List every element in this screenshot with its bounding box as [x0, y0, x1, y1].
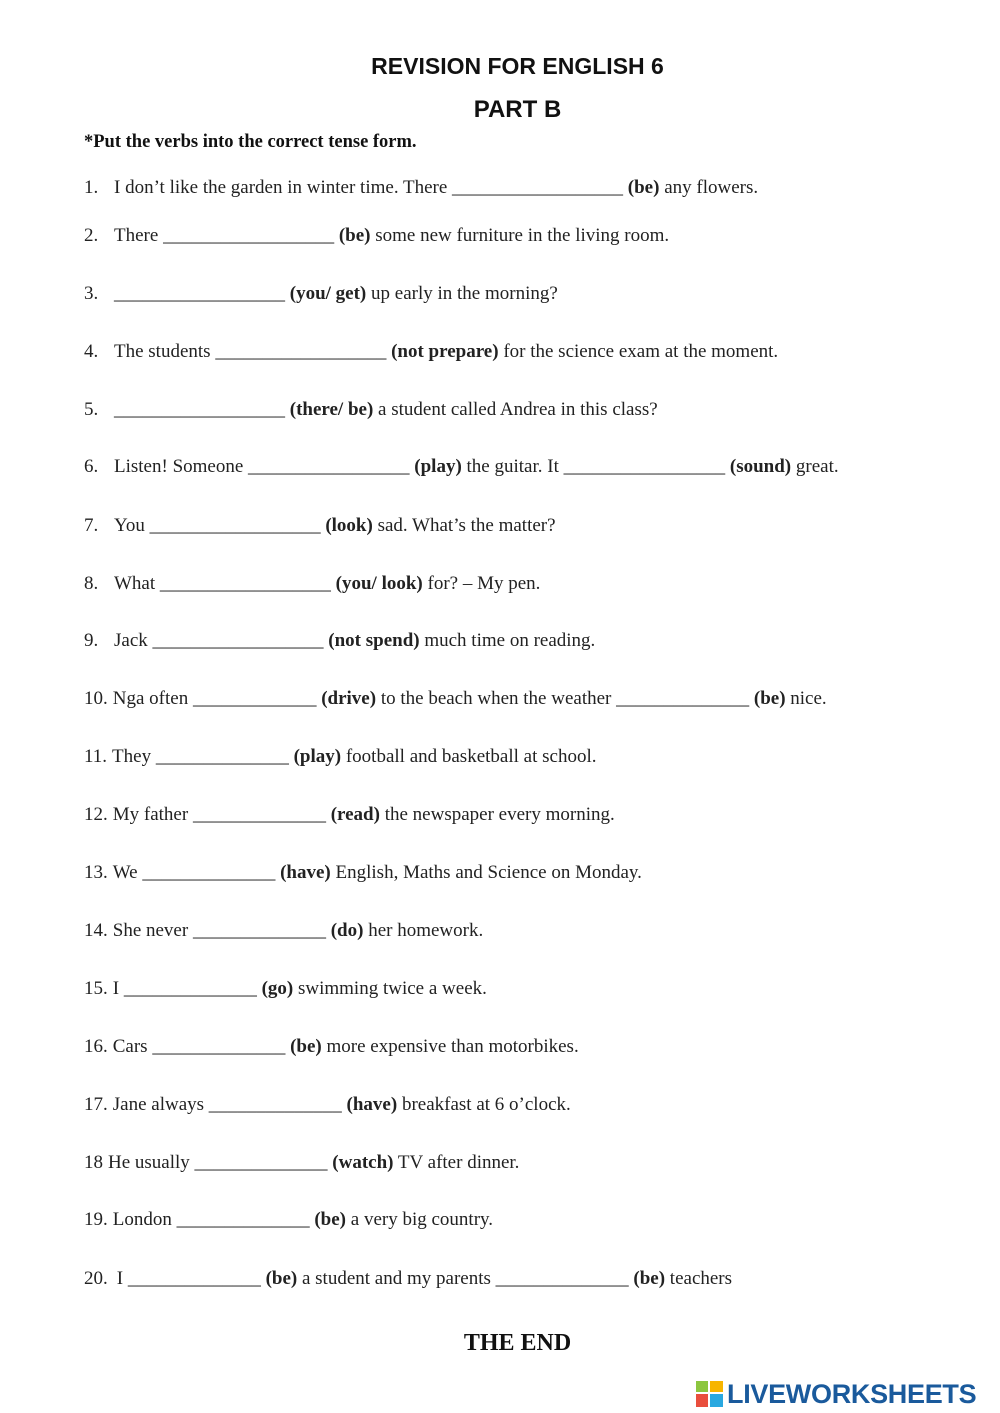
answer-blank[interactable]: ______________ — [208, 1094, 342, 1115]
question-text: up early in the morning? — [366, 283, 558, 304]
verb-hint: (there/ be) — [289, 399, 374, 420]
question-number: 8. — [84, 573, 99, 594]
question-number: 2. — [84, 225, 99, 246]
question-item — [84, 1209, 493, 1231]
question-text: They — [112, 746, 156, 767]
verb-hint: (be) — [633, 1268, 666, 1289]
question-item — [84, 573, 540, 595]
verb-hint: (not prepare) — [391, 341, 499, 362]
question-item — [84, 1094, 571, 1116]
question-text: Listen! Someone — [114, 456, 249, 477]
question-text: football and basketball at school. — [341, 746, 597, 767]
answer-blank[interactable]: __________________ — [163, 225, 335, 246]
verb-hint: (play) — [414, 456, 462, 477]
question-text: English, Maths and Science on Monday. — [330, 862, 642, 883]
verb-hint: (have) — [346, 1094, 398, 1115]
question-text: her homework. — [363, 920, 484, 941]
question-text: teachers — [665, 1268, 733, 1289]
question-item — [84, 978, 487, 1000]
instruction-text: *Put the verbs into the correct tense form. — [84, 132, 417, 152]
question-text: London — [112, 1209, 177, 1230]
liveworksheets-logo-icon — [695, 1379, 725, 1409]
question-number: 3. — [84, 283, 99, 304]
question-item — [84, 746, 596, 768]
question-number: 7. — [84, 515, 99, 536]
answer-blank[interactable]: _____________ — [192, 688, 317, 709]
question-text: the guitar. It — [461, 456, 564, 477]
answer-blank[interactable]: __________________ — [152, 630, 324, 651]
answer-blank[interactable]: ______________ — [155, 746, 289, 767]
answer-blank[interactable]: __________________ — [452, 177, 624, 198]
verb-hint: (be) — [627, 177, 660, 198]
question-text: Jack — [114, 630, 153, 651]
question-text: much time on reading. — [419, 630, 596, 651]
verb-hint: (have) — [280, 862, 331, 883]
question-text: He usually — [108, 1152, 195, 1173]
answer-blank[interactable]: __________________ — [114, 283, 285, 304]
question-number: 17. — [84, 1094, 108, 1115]
question-text: I don’t like the garden in winter time. There — [114, 177, 453, 198]
question-text: a student called Andrea in this class? — [373, 399, 658, 420]
question-number: 15. — [84, 978, 108, 999]
answer-blank[interactable]: _________________ — [563, 456, 726, 477]
verb-hint: (not spend) — [328, 630, 420, 651]
question-text: to the beach when the weather — [376, 688, 617, 709]
answer-blank[interactable]: ______________ — [192, 804, 326, 825]
question-number: 20. — [84, 1268, 108, 1289]
question-text: more expensive than motorbikes. — [321, 1036, 579, 1057]
verb-hint: (sound) — [729, 456, 792, 477]
question-text: What — [114, 573, 160, 594]
question-item — [84, 1268, 732, 1290]
question-text: Nga often — [112, 688, 193, 709]
answer-blank[interactable]: __________________ — [149, 515, 321, 536]
question-number: 10. — [84, 688, 108, 709]
answer-blank[interactable]: ______________ — [616, 688, 750, 709]
question-text: for the science exam at the moment. — [498, 341, 779, 362]
question-text: great. — [791, 456, 839, 477]
answer-blank[interactable]: __________________ — [114, 399, 285, 420]
question-text: TV after dinner. — [393, 1152, 520, 1173]
question-item — [84, 804, 615, 826]
question-text: She never — [112, 920, 193, 941]
question-text: I — [112, 978, 124, 999]
question-number: 12. — [84, 804, 108, 825]
question-text: My father — [112, 804, 193, 825]
question-text: I — [116, 1268, 128, 1289]
question-number: 18 — [84, 1152, 103, 1173]
question-text: There — [114, 225, 164, 246]
question-item — [84, 515, 556, 537]
question-text: The students — [114, 341, 216, 362]
question-item — [84, 456, 839, 478]
verb-hint: (drive) — [321, 688, 377, 709]
question-item — [84, 1152, 519, 1174]
answer-blank[interactable]: __________________ — [159, 573, 331, 594]
answer-blank[interactable]: ______________ — [123, 978, 257, 999]
question-number: 5. — [84, 399, 99, 420]
question-item — [84, 341, 778, 363]
question-number: 13. — [84, 862, 108, 883]
verb-hint: (you/ look) — [335, 573, 423, 594]
end-text: THE END — [463, 1330, 572, 1356]
question-number: 14. — [84, 920, 108, 941]
question-text: Jane always — [112, 1094, 209, 1115]
verb-hint: (be) — [338, 225, 371, 246]
question-item — [84, 177, 758, 199]
question-number: 1. — [84, 177, 99, 198]
question-text: the newspaper every morning. — [379, 804, 615, 825]
answer-blank[interactable]: ______________ — [142, 862, 276, 883]
verb-hint: (do) — [330, 920, 364, 941]
verb-hint: (be) — [265, 1268, 298, 1289]
verb-hint: (play) — [293, 746, 342, 767]
answer-blank[interactable]: ______________ — [194, 1152, 328, 1173]
answer-blank[interactable]: __________________ — [215, 341, 387, 362]
question-text: sad. What’s the matter? — [372, 515, 556, 536]
question-item — [84, 630, 595, 652]
liveworksheets-logo[interactable] — [695, 1377, 976, 1411]
question-number: 19. — [84, 1209, 108, 1230]
question-item — [84, 283, 558, 305]
verb-hint: (look) — [325, 515, 373, 536]
verb-hint: (go) — [261, 978, 294, 999]
question-item — [84, 688, 827, 710]
question-text: nice. — [785, 688, 827, 709]
question-text: some new furniture in the living room. — [370, 225, 670, 246]
question-item — [84, 399, 658, 421]
question-item — [84, 225, 669, 247]
question-number: 9. — [84, 630, 99, 651]
answer-blank[interactable]: ______________ — [152, 1036, 286, 1057]
worksheet-title: REVISION FOR ENGLISH 6 — [371, 53, 664, 79]
verb-hint: (read) — [330, 804, 380, 825]
question-item — [84, 862, 642, 884]
question-text: any flowers. — [659, 177, 759, 198]
verb-hint: (be) — [314, 1209, 347, 1230]
question-number: 16. — [84, 1036, 108, 1057]
answer-blank[interactable]: _________________ — [248, 456, 410, 477]
question-text: a very big country. — [346, 1209, 494, 1230]
question-number: 4. — [84, 341, 99, 362]
worksheet-subtitle: PART B — [473, 96, 562, 123]
question-number: 11. — [84, 746, 108, 767]
question-text: We — [112, 862, 143, 883]
question-item — [84, 1036, 579, 1058]
verb-hint: (be) — [290, 1036, 322, 1057]
question-text: Cars — [112, 1036, 153, 1057]
answer-blank[interactable]: ______________ — [495, 1268, 629, 1289]
question-text: You — [114, 515, 150, 536]
question-text: for? – My pen. — [422, 573, 541, 594]
answer-blank[interactable]: ______________ — [127, 1268, 261, 1289]
question-item — [84, 920, 483, 942]
question-text: a student and my parents — [297, 1268, 496, 1289]
question-number: 6. — [84, 456, 99, 477]
answer-blank[interactable]: ______________ — [176, 1209, 310, 1230]
answer-blank[interactable]: ______________ — [192, 920, 326, 941]
question-text: swimming twice a week. — [293, 978, 487, 999]
verb-hint: (be) — [753, 688, 786, 709]
verb-hint: (you/ get) — [289, 283, 367, 304]
question-text: breakfast at 6 o’clock. — [397, 1094, 571, 1115]
verb-hint: (watch) — [332, 1152, 394, 1173]
liveworksheets-logo-text: LIVEWORKSHEETS — [727, 1378, 977, 1409]
